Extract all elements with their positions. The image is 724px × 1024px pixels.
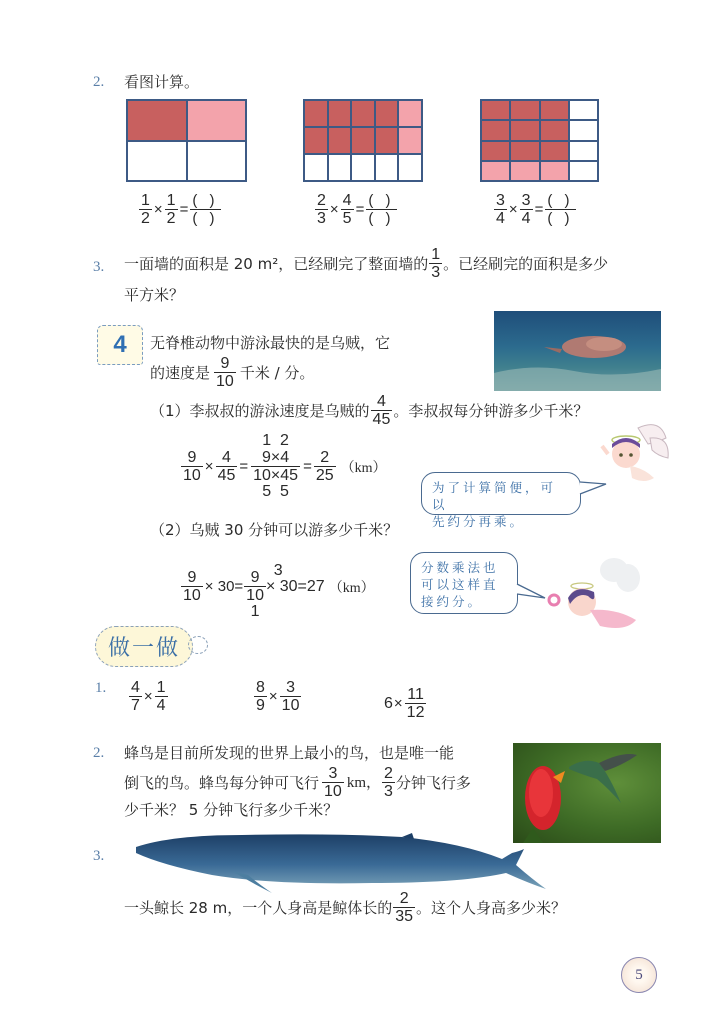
- hummingbird-icon: [513, 743, 661, 843]
- q3-line-1: [124, 246, 608, 281]
- practice-header: 做一做: [95, 626, 193, 667]
- practice-q2-line-3: 少千米？ 5 分钟飞行多少千米？: [124, 801, 339, 819]
- bubble-line: 先约分再乘。: [432, 514, 526, 529]
- whole-number: 6: [384, 694, 393, 712]
- frac-den: 4: [521, 210, 531, 227]
- hint-bubble-1: [421, 472, 581, 529]
- answer-blank[interactable]: [545, 192, 575, 227]
- practice-q1-item-3: [384, 686, 427, 721]
- times-30: × 30=: [204, 578, 244, 595]
- reduced-bottom: 1: [250, 603, 260, 620]
- q2-equation-2: [314, 192, 398, 227]
- q2-number: 2.: [93, 74, 105, 90]
- times-sign: ×: [204, 458, 214, 475]
- part-1-label: （1）李叔叔的游泳速度是乌贼的: [150, 401, 370, 420]
- frac-num: 1: [141, 192, 150, 209]
- frac-num: 9: [187, 569, 197, 586]
- frac-num: 3: [521, 192, 531, 209]
- hint-bubble-2: [410, 552, 518, 614]
- frac-den: 10: [216, 373, 234, 390]
- q3-text-b: 。这个人身高多少米？: [416, 898, 567, 917]
- frac-den: 4: [156, 697, 166, 714]
- reduced-fraction: [251, 433, 300, 500]
- q2-title: 看图计算。: [124, 73, 200, 91]
- bubble-tail-icon: [515, 580, 547, 604]
- frac-den: 35: [395, 908, 414, 925]
- practice-q2-line-1: 蜂鸟是目前所发现的世界上最小的鸟，也是唯一能: [124, 744, 455, 762]
- fraction-diagram-1: [126, 99, 247, 182]
- frac-den: 10: [281, 697, 300, 714]
- frac-num: 1: [166, 192, 176, 209]
- practice-q1-item-1: [128, 679, 169, 714]
- frac-num: 1: [431, 246, 441, 263]
- part-1-calculation: [180, 433, 387, 500]
- frac-den: 7: [131, 697, 140, 714]
- unit-km: （km）: [328, 580, 375, 596]
- frac-den: 10: [183, 467, 201, 484]
- frac-num: 3: [496, 192, 505, 209]
- frac-num: ( ): [547, 192, 574, 209]
- frac-den: 12: [406, 704, 425, 721]
- frac-den: 25: [315, 467, 334, 484]
- example-4-intro-line-2: [150, 355, 314, 390]
- answer-blank[interactable]: [366, 192, 396, 227]
- bubble-line: 可以这样直: [421, 577, 499, 592]
- times-sign: ×: [508, 201, 518, 218]
- frac-num: 2: [399, 890, 409, 907]
- bubble-line: 为了计算简便，可以: [432, 480, 557, 512]
- q2-text-a: 倒飞的鸟。蜂鸟每分钟可飞行: [124, 773, 320, 792]
- reduced-top: 1 2: [262, 432, 289, 449]
- frac-num: 9: [187, 449, 197, 466]
- times-sign: ×: [268, 688, 278, 705]
- times-sign: ×: [143, 688, 153, 705]
- frac-den: 9: [256, 697, 265, 714]
- frac-num: 9: [220, 355, 230, 372]
- frac-den: 5: [342, 210, 352, 227]
- equals-sign: =: [534, 201, 544, 218]
- practice-q1-number: 1.: [95, 680, 107, 696]
- frac-num: ( ): [368, 192, 395, 209]
- angel-character-icon: [600, 418, 672, 496]
- frac-den: 2: [141, 210, 150, 227]
- frac-den: 3: [383, 783, 393, 800]
- part-2-question: （2）乌贼 30 分钟可以游多少千米？: [150, 521, 399, 539]
- whale-illustration: [132, 831, 562, 897]
- q2-equation-1: [138, 192, 222, 227]
- unit-km: km，: [346, 774, 381, 791]
- frac-den: ( ): [192, 210, 219, 227]
- reduced-tail: [266, 563, 325, 611]
- frac-den: ( ): [368, 210, 395, 227]
- frac-den: 45: [372, 411, 391, 428]
- intro-text: 的速度是: [150, 363, 211, 382]
- frac-den: 3: [317, 210, 326, 227]
- equals-sign: =: [303, 458, 312, 475]
- unit-km: （km）: [340, 460, 387, 476]
- frac-num: 9: [250, 569, 260, 586]
- intro-unit: 千米 / 分。: [239, 363, 315, 382]
- frac-den: 3: [431, 264, 441, 281]
- frac-num: 9×4: [262, 449, 290, 466]
- part-2-calculation: [180, 553, 375, 620]
- times-sign: ×: [153, 201, 163, 218]
- q3-line-2: 平方米？: [124, 286, 185, 304]
- equals-sign: =: [355, 201, 365, 218]
- frac-den: 10×45: [253, 467, 299, 484]
- answer-blank[interactable]: [190, 192, 220, 227]
- frac-num: 2: [317, 192, 326, 209]
- equals-sign: =: [239, 458, 249, 475]
- practice-q3-text: [124, 890, 566, 925]
- part-1-question: [150, 393, 588, 428]
- practice-q2-number: 2.: [93, 745, 105, 761]
- frac-den: 10: [324, 783, 342, 800]
- frac-den: ( ): [547, 210, 574, 227]
- frac-num: 11: [407, 686, 424, 703]
- tail-expression: × 30=27: [265, 577, 325, 595]
- part-1-label-b: 。李叔叔每分钟游多少千米？: [393, 401, 589, 420]
- q3-text-b: 。已经刷完的面积是多少: [443, 254, 609, 273]
- frac-num: 3: [328, 765, 338, 782]
- frac-num: 1: [156, 679, 166, 696]
- practice-header-tail-icon: [188, 636, 208, 654]
- frac-num: 4: [222, 449, 231, 466]
- frac-num: ( ): [192, 192, 219, 209]
- frac-num: 4: [376, 393, 386, 410]
- times-sign: ×: [393, 695, 403, 712]
- fraction-diagram-3: [480, 99, 599, 182]
- practice-q2-line-2: [124, 765, 471, 800]
- frac-num: 3: [286, 679, 296, 696]
- reduced-fraction: [244, 553, 266, 620]
- bubble-line: 接约分。: [421, 594, 484, 609]
- times-sign: ×: [329, 201, 339, 218]
- bubble-line: 分数乘法也: [421, 560, 499, 575]
- q2-text-c: 分钟飞行多: [395, 773, 471, 792]
- frac-num: 4: [342, 192, 352, 209]
- frac-den: 10: [183, 587, 201, 604]
- angel-character-icon: [546, 556, 656, 636]
- fraction-diagram-2: [303, 99, 423, 182]
- hummingbird-photo: [513, 743, 661, 843]
- frac-num: 2: [383, 765, 393, 782]
- cuttlefish-photo: [494, 311, 661, 391]
- q3-number: 3.: [93, 259, 105, 275]
- frac-num: 8: [256, 679, 265, 696]
- frac-den: 10: [246, 587, 264, 604]
- frac-den: 45: [217, 467, 236, 484]
- frac-num: 4: [131, 679, 140, 696]
- q3-text-a: 一头鲸长 28 m，一个人身高是鲸体长的: [124, 898, 393, 917]
- page-number-badge: 5: [621, 957, 657, 993]
- equals-sign: =: [179, 201, 189, 218]
- practice-q3-number: 3.: [93, 848, 105, 864]
- reduced-top: 3: [273, 561, 283, 579]
- example-4-badge: 4: [97, 325, 143, 365]
- cuttlefish-icon: [494, 311, 661, 391]
- frac-den: 4: [496, 210, 505, 227]
- q3-text-a: 一面墙的面积是 20 m²，已经刷完了整面墙的: [124, 254, 429, 273]
- reduced-bottom: 5 5: [262, 483, 289, 500]
- example-4-intro-line-1: 无脊椎动物中游泳最快的是乌贼，它: [150, 334, 391, 352]
- practice-q1-item-2: [253, 679, 302, 714]
- frac-num: 2: [320, 449, 330, 466]
- frac-den: 2: [166, 210, 176, 227]
- q2-equation-3: [493, 192, 577, 227]
